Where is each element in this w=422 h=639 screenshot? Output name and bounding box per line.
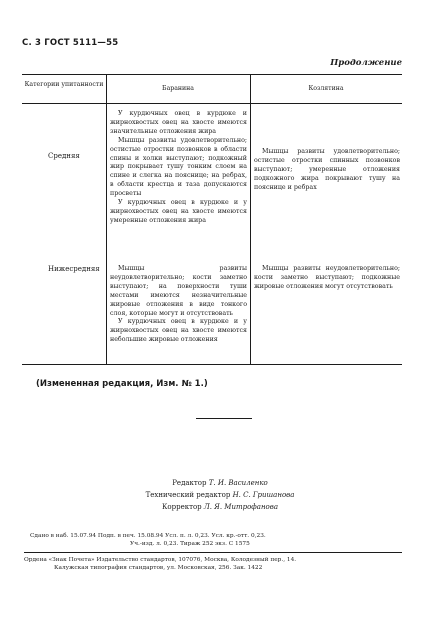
credit-line: Редактор Т. И. Василенко bbox=[172, 479, 268, 487]
standard-header: С. 3 ГОСТ 5111—55 bbox=[22, 38, 119, 48]
kozlyatina-cell bbox=[254, 148, 400, 193]
baranina-paragraph: У курдючных овец в курдюке и жирнохвостых овец на хвосте имеются значительные отложения жира bbox=[110, 110, 247, 135]
printer-line: Калужская типография стандартов, ул. Московская, 256. Зак. 1422 bbox=[54, 565, 263, 571]
publisher-line: Ордена «Знак Почета» Издательство стандартов, 107076, Москва, Колодезный пер., 14. bbox=[24, 557, 297, 563]
baranina-paragraph: У курдючных овец в курдюке и у жирнохвостых овец на хвосте имеются небольшие жировые отложения bbox=[110, 318, 247, 344]
kozlyatina-paragraph: Мышцы развиты удовлетворительно; остистые отростки спинных позвонков выступают; умеренные отложения подкожного жира покрывают тушу на пояснице и ребрах bbox=[254, 148, 400, 191]
category-srednyaya: Средняя bbox=[48, 152, 80, 160]
publication-info bbox=[30, 532, 400, 548]
credit-line: Корректор Л. Я. Митрофанова bbox=[161, 503, 279, 511]
credit-line: Технический редактор Н. С. Гришанова bbox=[145, 491, 295, 499]
column-divider-2 bbox=[250, 74, 251, 364]
baranina-cell bbox=[110, 110, 247, 226]
publication-line: Сдано в наб. 15.07.94 Подп. в печ. 15.08.94 Усл. п. л. 0,23. Усл. кр.-отт. 0,23. bbox=[30, 533, 266, 539]
amendment-note: (Измененная редакция, Изм. № 1.) bbox=[36, 379, 208, 389]
table-top-rule bbox=[22, 74, 402, 75]
column-header-kozlyatina: Козлятина bbox=[308, 85, 344, 92]
header-bottom-rule bbox=[22, 103, 402, 104]
column-divider-1 bbox=[106, 74, 107, 364]
separator-rule bbox=[196, 418, 252, 419]
baranina-cell bbox=[110, 265, 247, 345]
baranina-paragraph: Мышцы развиты удовлетворительно; остистые отростки позвонков в области спины и холки выступают; подкожный жир покрывает тушу тонким слоем на спине и слегка на пояснице; на ребрах, в области крестца и таза допускаются просветы bbox=[110, 136, 247, 198]
continuation-label: Продолжение bbox=[330, 58, 402, 68]
column-header-category: Категории упитанности bbox=[24, 81, 104, 88]
kozlyatina-cell bbox=[254, 265, 400, 292]
category-nizhesrednyaya: Нижесредняя bbox=[48, 265, 100, 273]
publication-line: Уч.-изд. л. 0,23. Тираж 252 экз. С 1575 bbox=[130, 541, 250, 547]
kozlyatina-paragraph: Мышцы развиты неудовлетворительно; кости заметно выступают; подкожные жировые отложения могут отсутствовать bbox=[254, 265, 400, 290]
footer-rule bbox=[24, 552, 402, 553]
baranina-paragraph: У курдючных овец в курдюке и у жирнохвостых овец на хвосте имеются умеренные отложения жира bbox=[110, 199, 247, 224]
baranina-paragraph: Мышцы развиты неудовлетворительно; кости заметно выступают; на поверхности туши местами имеются незначительные жировые отложения в виде тонкого слоя, которые могут и отсутствовать bbox=[110, 265, 247, 317]
column-header-baranina: Баранина bbox=[162, 85, 194, 92]
credits-block bbox=[110, 477, 330, 513]
table-bottom-rule bbox=[22, 364, 402, 365]
publisher-info bbox=[24, 556, 402, 572]
